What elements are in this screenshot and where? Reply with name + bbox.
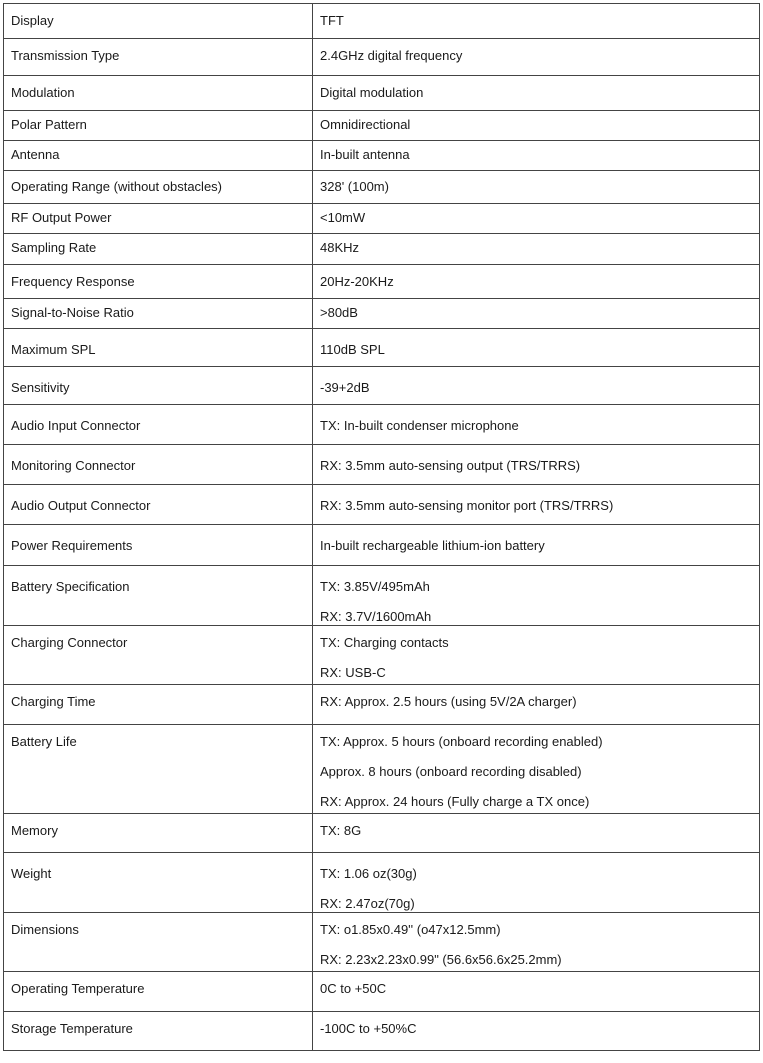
spec-row-antenna: [4, 141, 760, 171]
spec-value: Digital modulation: [320, 85, 424, 100]
spec-label-cell: [4, 367, 313, 405]
spec-table-body: [4, 4, 760, 1051]
spec-label: Dimensions: [11, 922, 79, 937]
spec-label-cell: [4, 725, 313, 814]
spec-label: Charging Connector: [11, 635, 128, 650]
spec-label-cell: [4, 234, 313, 265]
spec-label: Weight: [11, 866, 52, 881]
spec-label: Antenna: [11, 147, 60, 162]
spec-row-maximum-spl: [4, 329, 760, 367]
spec-value: -39+2dB: [320, 380, 370, 395]
spec-label-cell: [4, 4, 313, 39]
spec-value: RX: 3.5mm auto-sensing output (TRS/TRRS): [320, 458, 581, 473]
spec-row-polar-pattern: [4, 111, 760, 141]
spec-label: Audio Input Connector: [11, 418, 141, 433]
spec-value-cell: [313, 367, 760, 405]
spec-value-cell: [313, 76, 760, 111]
spec-label-cell: [4, 485, 313, 525]
spec-label-cell: [4, 525, 313, 566]
spec-value: TX: 1.06 oz(30g): [320, 866, 417, 881]
spec-value-cell: [313, 329, 760, 367]
spec-label-cell: [4, 685, 313, 725]
spec-row-operating-temperature: [4, 972, 760, 1012]
spec-row-battery-life: [4, 725, 760, 814]
spec-value-cell: [313, 685, 760, 725]
spec-value-cell: [313, 265, 760, 299]
spec-value: 110dB SPL: [320, 342, 385, 357]
spec-value: RX: Approx. 2.5 hours (using 5V/2A charger): [320, 694, 577, 709]
spec-row-dimensions: [4, 913, 760, 972]
spec-value: RX: USB-C: [320, 665, 386, 680]
spec-value-cell: [313, 1012, 760, 1051]
spec-table: [3, 3, 760, 1051]
spec-label: Monitoring Connector: [11, 458, 136, 473]
spec-value-cell: [313, 204, 760, 234]
spec-label-cell: [4, 405, 313, 445]
spec-row-charging-connector: [4, 626, 760, 685]
spec-label-cell: [4, 204, 313, 234]
spec-label: Signal-to-Noise Ratio: [11, 305, 134, 320]
spec-value: RX: 2.47oz(70g): [320, 896, 415, 911]
spec-value-cell: [313, 234, 760, 265]
spec-label: Charging Time: [11, 694, 96, 709]
spec-label: Battery Specification: [11, 579, 130, 594]
spec-label-cell: [4, 299, 313, 329]
spec-value: RX: Approx. 24 hours (Fully charge a TX once): [320, 794, 590, 809]
spec-value: TX: 3.85V/495mAh: [320, 579, 430, 594]
spec-label: Audio Output Connector: [11, 498, 151, 513]
spec-value-cell: [313, 111, 760, 141]
spec-label: Polar Pattern: [11, 117, 87, 132]
spec-label-cell: [4, 1012, 313, 1051]
spec-row-battery-specification: [4, 566, 760, 626]
spec-value: RX: 2.23x2.23x0.99" (56.6x56.6x25.2mm): [320, 952, 562, 967]
spec-value-cell: [313, 485, 760, 525]
spec-label: Sampling Rate: [11, 240, 97, 255]
spec-label: Operating Range (without obstacles): [11, 179, 223, 194]
spec-value-cell: [313, 972, 760, 1012]
spec-label: Frequency Response: [11, 274, 135, 289]
spec-label-cell: [4, 626, 313, 685]
spec-value: <10mW: [320, 210, 366, 225]
spec-value-cell: [313, 445, 760, 485]
spec-row-operating-range-without-obstacles: [4, 171, 760, 204]
spec-label-cell: [4, 141, 313, 171]
spec-value: TX: Charging contacts: [320, 635, 449, 650]
spec-label: Power Requirements: [11, 538, 133, 553]
spec-label: Operating Temperature: [11, 981, 145, 996]
spec-row-transmission-type: [4, 39, 760, 76]
spec-value: -100C to +50%C: [320, 1021, 417, 1036]
spec-label-cell: [4, 566, 313, 626]
spec-label-cell: [4, 814, 313, 853]
spec-row-rf-output-power: [4, 204, 760, 234]
spec-value: TX: Approx. 5 hours (onboard recording enabled): [320, 734, 603, 749]
spec-label-cell: [4, 111, 313, 141]
spec-row-monitoring-connector: [4, 445, 760, 485]
spec-value: RX: 3.7V/1600mAh: [320, 609, 432, 624]
spec-row-audio-output-connector: [4, 485, 760, 525]
spec-value: 0C to +50C: [320, 981, 387, 996]
spec-label: Modulation: [11, 85, 75, 100]
spec-value: Approx. 8 hours (onboard recording disabled): [320, 764, 582, 779]
spec-label-cell: [4, 171, 313, 204]
spec-value-cell: [313, 913, 760, 972]
spec-row-power-requirements: [4, 525, 760, 566]
spec-label: Storage Temperature: [11, 1021, 133, 1036]
spec-value-cell: [313, 4, 760, 39]
spec-label-cell: [4, 76, 313, 111]
spec-value-cell: [313, 566, 760, 626]
spec-value: TX: 8G: [320, 823, 362, 838]
spec-row-storage-temperature: [4, 1012, 760, 1051]
spec-label-cell: [4, 329, 313, 367]
spec-row-charging-time: [4, 685, 760, 725]
spec-row-sensitivity: [4, 367, 760, 405]
spec-label-cell: [4, 39, 313, 76]
spec-value-cell: [313, 299, 760, 329]
spec-value-cell: [313, 814, 760, 853]
spec-row-modulation: [4, 76, 760, 111]
spec-value-cell: [313, 39, 760, 76]
spec-value: In-built antenna: [320, 147, 410, 162]
spec-label: Sensitivity: [11, 380, 70, 395]
spec-value-cell: [313, 853, 760, 913]
spec-row-frequency-response: [4, 265, 760, 299]
spec-value-cell: [313, 141, 760, 171]
spec-value: 328' (100m): [320, 179, 389, 194]
spec-value: Omnidirectional: [320, 117, 411, 132]
spec-value: 2.4GHz digital frequency: [320, 48, 463, 63]
spec-label-cell: [4, 853, 313, 913]
spec-value-cell: [313, 626, 760, 685]
spec-value: >80dB: [320, 305, 358, 320]
spec-label: Display: [11, 13, 54, 28]
spec-value-cell: [313, 525, 760, 566]
spec-label: Battery Life: [11, 734, 77, 749]
spec-label: RF Output Power: [11, 210, 112, 225]
spec-value-cell: [313, 405, 760, 445]
spec-value-cell: [313, 725, 760, 814]
spec-label-cell: [4, 445, 313, 485]
spec-value: TFT: [320, 13, 344, 28]
spec-value: TX: o1.85x0.49'' (o47x12.5mm): [320, 922, 501, 937]
spec-label-cell: [4, 265, 313, 299]
spec-row-weight: [4, 853, 760, 913]
spec-label: Memory: [11, 823, 58, 838]
spec-value: 20Hz-20KHz: [320, 274, 394, 289]
spec-label-cell: [4, 972, 313, 1012]
spec-row-audio-input-connector: [4, 405, 760, 445]
spec-row-signal-to-noise-ratio: [4, 299, 760, 329]
spec-value-cell: [313, 171, 760, 204]
spec-row-display: [4, 4, 760, 39]
spec-row-sampling-rate: [4, 234, 760, 265]
spec-row-memory: [4, 814, 760, 853]
spec-value: 48KHz: [320, 240, 360, 255]
spec-value: TX: In-built condenser microphone: [320, 418, 519, 433]
spec-value: RX: 3.5mm auto-sensing monitor port (TRS/TRRS): [320, 498, 614, 513]
spec-label: Maximum SPL: [11, 342, 96, 357]
spec-label: Transmission Type: [11, 48, 120, 63]
spec-label-cell: [4, 913, 313, 972]
spec-value: In-built rechargeable lithium-ion battery: [320, 538, 545, 553]
